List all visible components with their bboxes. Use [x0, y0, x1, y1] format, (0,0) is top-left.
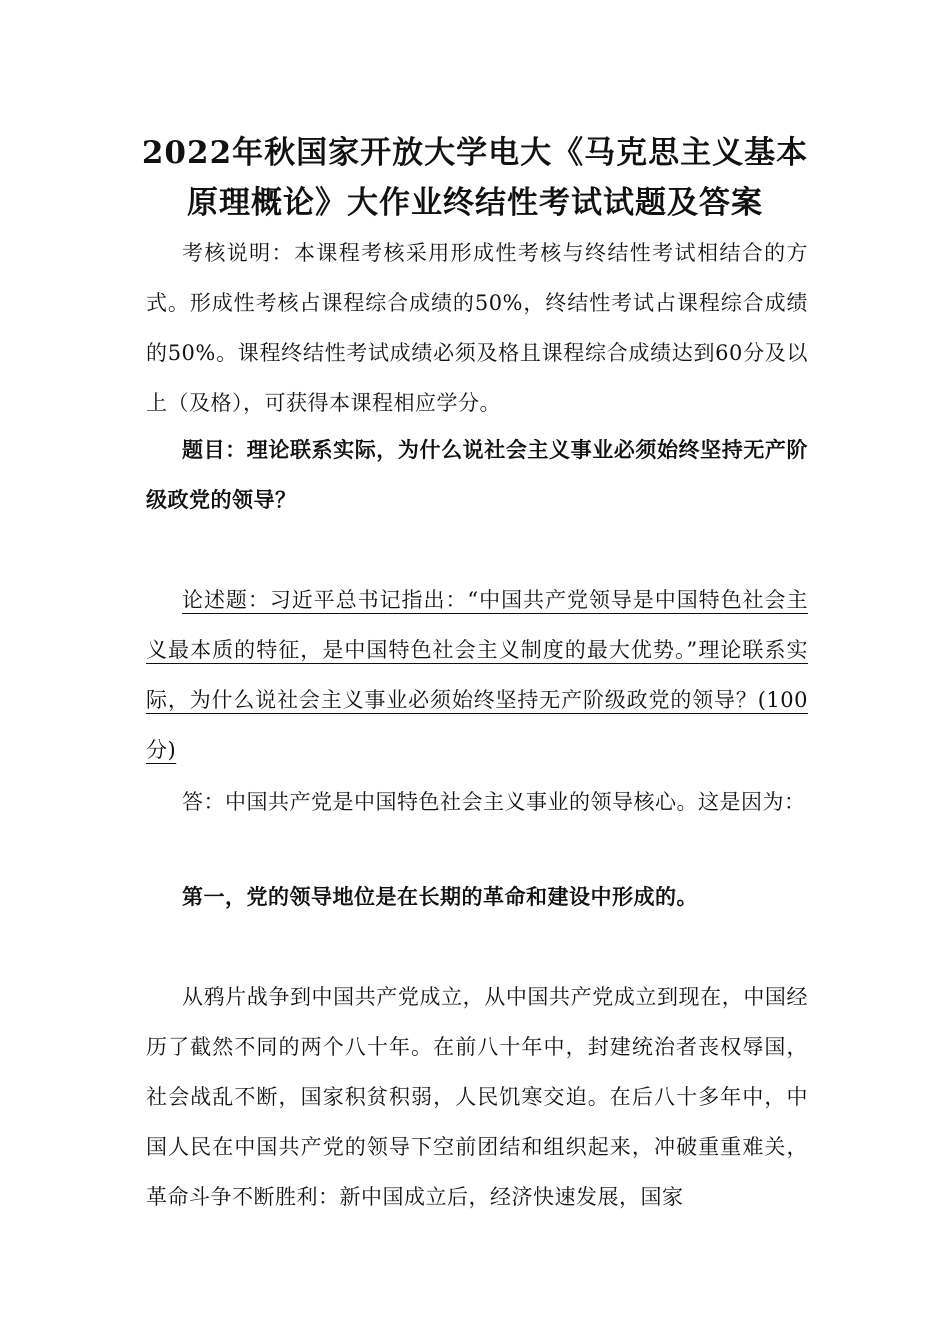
answer-intro: 答：中国共产党是中国特色社会主义事业的领导核心。这是因为： [182, 790, 806, 814]
document-title: 2022年秋国家开放大学电大《马克思主义基本原理概论》大作业终结性考试试题及答案 [141, 135, 809, 221]
exam-topic: 题目：理论联系实际，为什么说社会主义事业必须始终坚持无产阶级政党的领导？ [146, 437, 808, 512]
essay-question: 论述题：习近平总书记指出：“中国共产党领导是中国特色社会主义最本质的特征，是中国特色社会主义制度的最大优势。”理论联系实际，为什么说社会主义事业必须始终坚持无产阶级政党的领导？(100分) [146, 588, 808, 762]
point-1-heading: 第一，党的领导地位是在长期的革命和建设中形成的。 [182, 884, 698, 909]
point-1-body: 从鸦片战争到中国共产党成立，从中国共产党成立到现在，中国经历了截然不同的两个八十年。在前八十年中，封建统治者丧权辱国，社会战乱不断，国家积贫积弱，人民饥寒交迫。在后八十多年中，中国人民在中国共产党的领导下空前团结和组织起来，冲破重重难关，革命斗争不断胜利：新中国成立后，经济快速发展，国家 [146, 985, 808, 1209]
assessment-note: 考核说明：本课程考核采用形成性考核与终结性考试相结合的方式。形成性考核占课程综合成绩的50%，终结性考试占课程综合成绩的50%。课程终结性考试成绩必须及格且课程综合成绩达到60分及以上（及格），可获得本课程相应学分。 [146, 241, 808, 415]
